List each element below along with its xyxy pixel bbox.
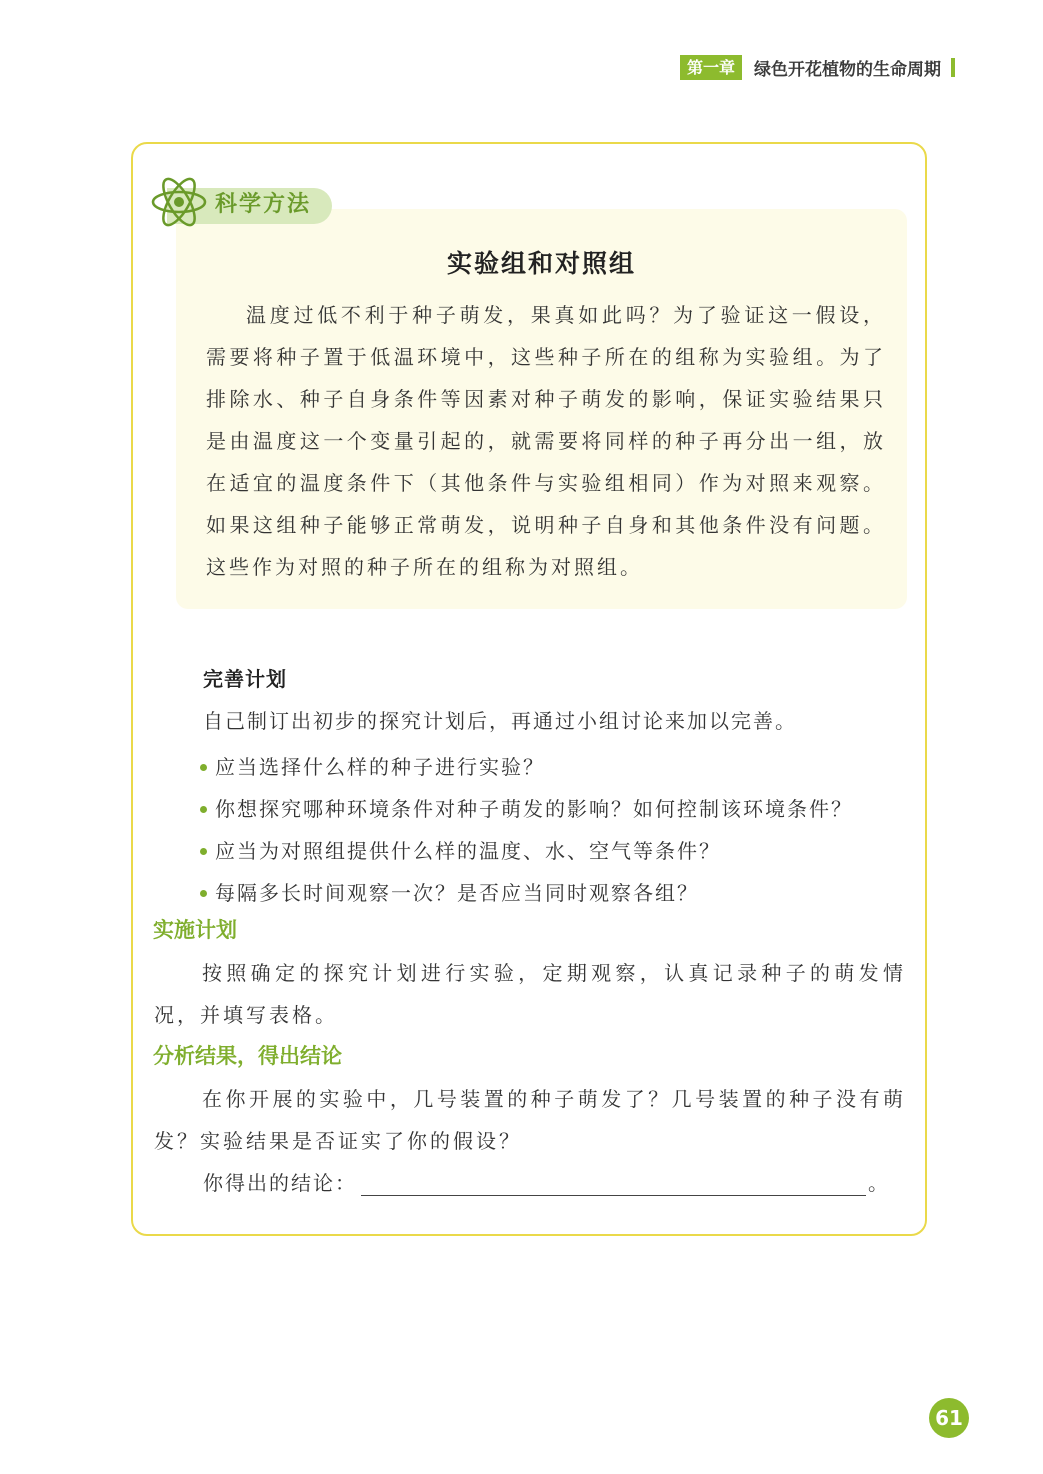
- list-item: [200, 830, 853, 872]
- list-item: [200, 788, 853, 830]
- conclusion-prompt: 你得出的结论：: [203, 1171, 357, 1195]
- page-number: 61: [929, 1398, 969, 1438]
- improve-plan-intro: 自己制订出初步的探究计划后，再通过小组讨论来加以完善。: [203, 709, 797, 733]
- question-list: [200, 746, 853, 914]
- analysis-heading: 分析结果，得出结论: [153, 1044, 342, 1068]
- improve-plan-heading: 完善计划: [203, 667, 287, 691]
- question-text: 你想探究哪种环境条件对种子萌发的影响？如何控制该环境条件？: [215, 797, 853, 821]
- chapter-tag: 第一章: [680, 55, 742, 80]
- question-text: 每隔多长时间观察一次？是否应当同时观察各组？: [215, 881, 699, 905]
- analysis-text: 在你开展的实验中，几号装置的种子萌发了？几号装置的种子没有萌发？实验结果是否证实了你的假设？: [154, 1087, 906, 1153]
- box-title: 实验组和对照组: [446, 249, 636, 278]
- atom-icon: [149, 172, 209, 232]
- question-text: 应当选择什么样的种子进行实验？: [215, 755, 545, 779]
- running-header: [680, 55, 955, 80]
- implement-heading: 实施计划: [153, 918, 237, 942]
- bullet-icon: [200, 764, 207, 771]
- conclusion-end: 。: [868, 1171, 890, 1195]
- list-item: [200, 872, 853, 914]
- conclusion-line: [203, 1166, 890, 1200]
- bullet-icon: [200, 890, 207, 897]
- box-paragraph: 温度过低不利于种子萌发，果真如此吗？为了验证这一假设，需要将种子置于低温环境中，这些种子所在的组称为实验组。为了排除水、种子自身条件等因素对种子萌发的影响，保证实验结果只是由温度这一个变量引起的，就需要将同样的种子再分出一组，放在适宜的温度条件下（其他条件与实验组相同）作为对照来观察。如果这组种子能够正常萌发，说明种子自身和其他条件没有问题。这些作为对照的种子所在的组称为对照组。: [206, 303, 886, 579]
- question-text: 应当为对照组提供什么样的温度、水、空气等条件？: [215, 839, 721, 863]
- chapter-title: 绿色开花植物的生命周期: [754, 60, 942, 80]
- bullet-icon: [200, 848, 207, 855]
- list-item: [200, 746, 853, 788]
- science-method-label: 科学方法: [215, 192, 312, 217]
- bullet-icon: [200, 806, 207, 813]
- header-accent-bar: [951, 58, 955, 77]
- implement-text: 按照确定的探究计划进行实验，定期观察，认真记录种子的萌发情况，并填写表格。: [154, 961, 906, 1027]
- conclusion-blank[interactable]: [361, 1169, 866, 1196]
